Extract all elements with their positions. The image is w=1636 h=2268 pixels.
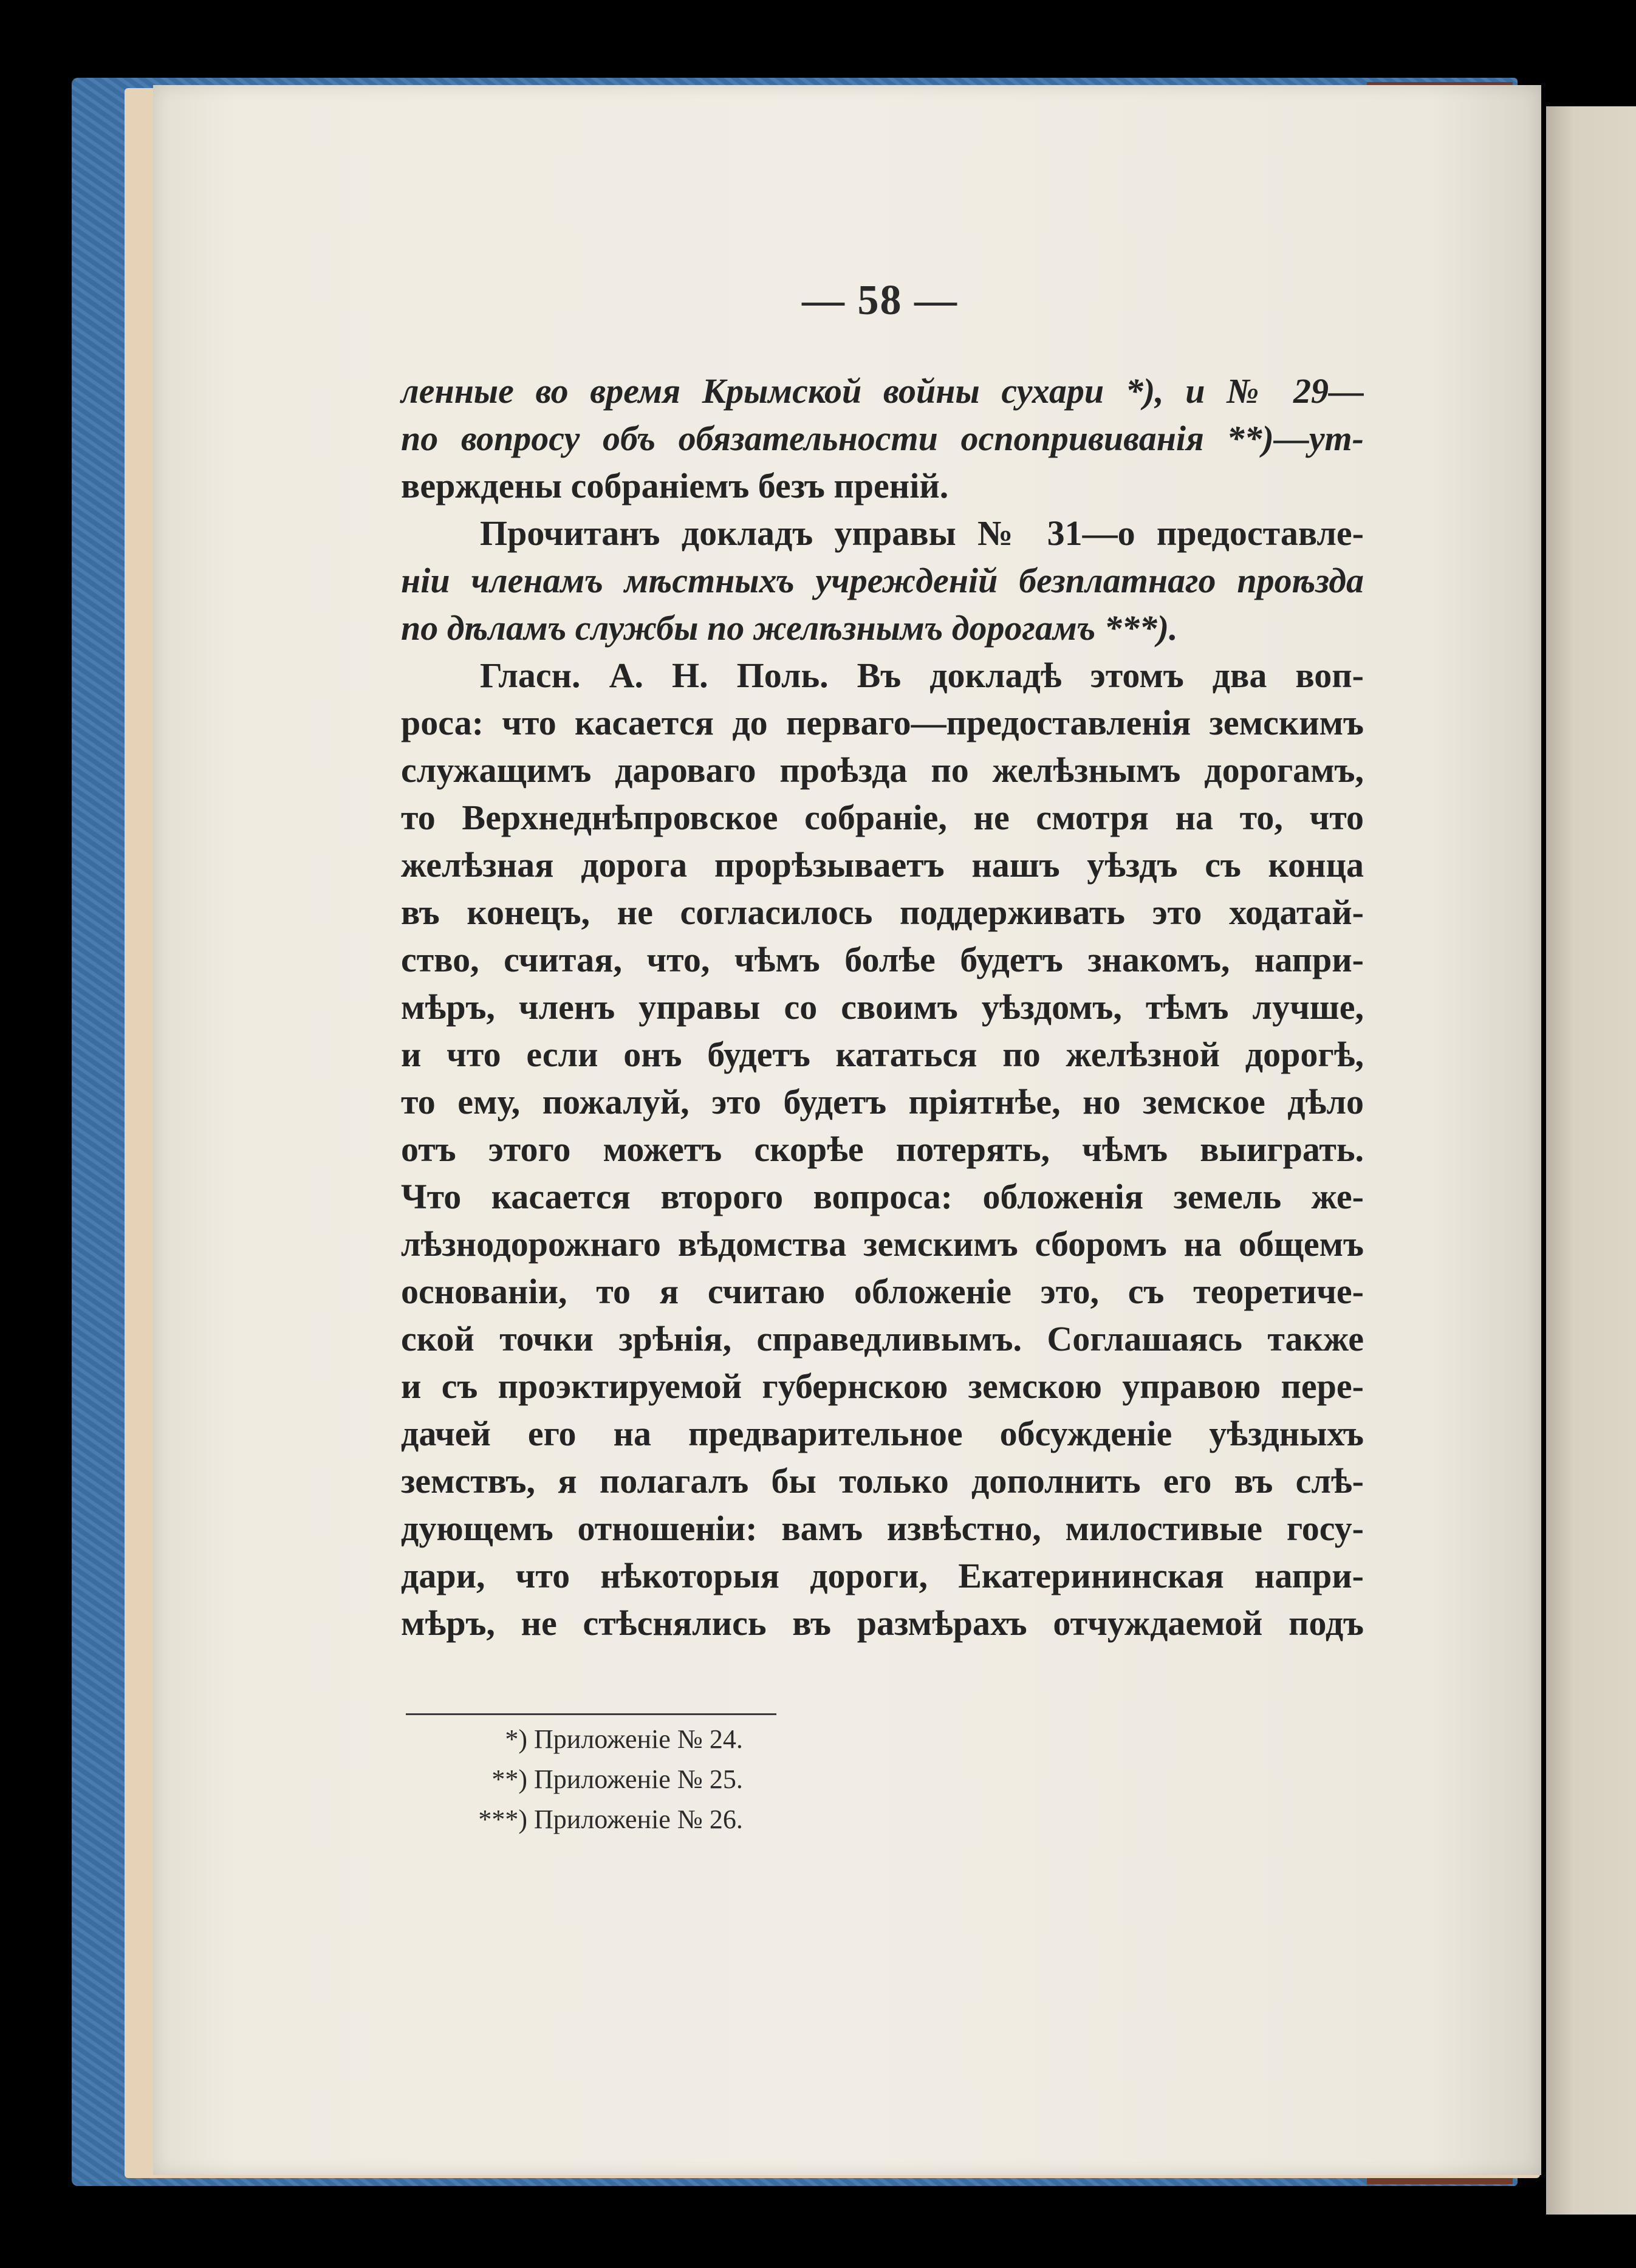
text-line: основаніи, то я считаю обложеніе это, съ теоретиче- <box>401 1272 1364 1311</box>
text-line: мѣръ, членъ управы со своимъ уѣздомъ, тѣмъ лучше, <box>401 987 1364 1027</box>
text-line: Что касается второго вопроса: обложенія земель же- <box>401 1177 1364 1216</box>
footnote-text: Приложеніе № 26. <box>527 1804 743 1834</box>
footnote-mark: ***) <box>478 1804 527 1834</box>
text-line: ской точки зрѣнія, справедливымъ. Соглашаясь также <box>401 1319 1364 1358</box>
text-line: отъ этого можетъ скорѣе потерять, чѣмъ выиграть. <box>401 1129 1364 1169</box>
text-line: дачей его на предварительное обсужденіе уѣздныхъ <box>401 1414 1364 1453</box>
next-page-edge <box>1546 106 1636 2215</box>
footnote-mark: *) <box>505 1724 527 1754</box>
text-line: служащимъ дароваго проѣзда по желѣзнымъ дорогамъ, <box>401 750 1364 790</box>
footnotes <box>401 1719 948 1840</box>
text-line: лѣзнодорожнаго вѣдомства земскимъ сборомъ на общемъ <box>401 1224 1364 1264</box>
text-line: и съ проэктируемой губернскою земскою управою пере- <box>401 1366 1364 1406</box>
text-line: дующемъ отношеніи: вамъ извѣстно, милостивые госу- <box>401 1509 1364 1548</box>
footnote-mark: **) <box>491 1764 527 1794</box>
text-line: роса: что касается до перваго—предоставленія земскимъ <box>401 703 1364 742</box>
text-line: въ конецъ, не согласилось поддерживать это ходатай- <box>401 892 1364 932</box>
text-line: ленные во время Крымской войны сухари *), и № 29— <box>401 371 1364 411</box>
body-text <box>401 368 1364 1647</box>
text-line: то Верхнеднѣпровское собраніе, не смотря на то, что <box>401 798 1364 837</box>
text-line: то ему, пожалуй, это будетъ пріятнѣе, но земское дѣло <box>401 1082 1364 1122</box>
footnote <box>401 1759 948 1800</box>
text-line: мѣръ, не стѣснялись въ размѣрахъ отчуждаемой подъ <box>401 1603 1364 1643</box>
text-line: желѣзная дорога прорѣзываетъ нашъ уѣздъ съ конца <box>401 845 1364 885</box>
footnote-text: Приложеніе № 24. <box>527 1724 743 1754</box>
text-line: Прочитанъ докладъ управы № 31—о предоставле- <box>480 513 1364 553</box>
text-line: по дѣламъ службы по желѣзнымъ дорогамъ ***). <box>401 608 1178 648</box>
page-number: — 58 — <box>802 277 958 324</box>
footnote-divider <box>406 1713 776 1715</box>
text-line: верждены собраніемъ безъ преній. <box>401 466 949 505</box>
text-line: ніи членамъ мѣстныхъ учрежденій безплатнаго проѣзда <box>401 561 1364 600</box>
footnote <box>401 1719 948 1759</box>
footnote <box>401 1800 948 1840</box>
footnote-text: Приложеніе № 25. <box>527 1764 743 1794</box>
text-line: и что если онъ будетъ кататься по желѣзной дорогѣ, <box>401 1035 1364 1074</box>
text-line: земствъ, я полагалъ бы только дополнить его въ слѣ- <box>401 1461 1364 1501</box>
text-line: по вопросу объ обязательности оспопрививанія **)—ут- <box>401 419 1364 458</box>
text-line: ство, считая, что, чѣмъ болѣе будетъ знакомъ, напри- <box>401 940 1364 979</box>
text-line: дари, что нѣкоторыя дороги, Екатерининская напри- <box>401 1556 1364 1595</box>
text-line: Гласн. А. Н. Поль. Въ докладѣ этомъ два воп- <box>480 656 1364 695</box>
